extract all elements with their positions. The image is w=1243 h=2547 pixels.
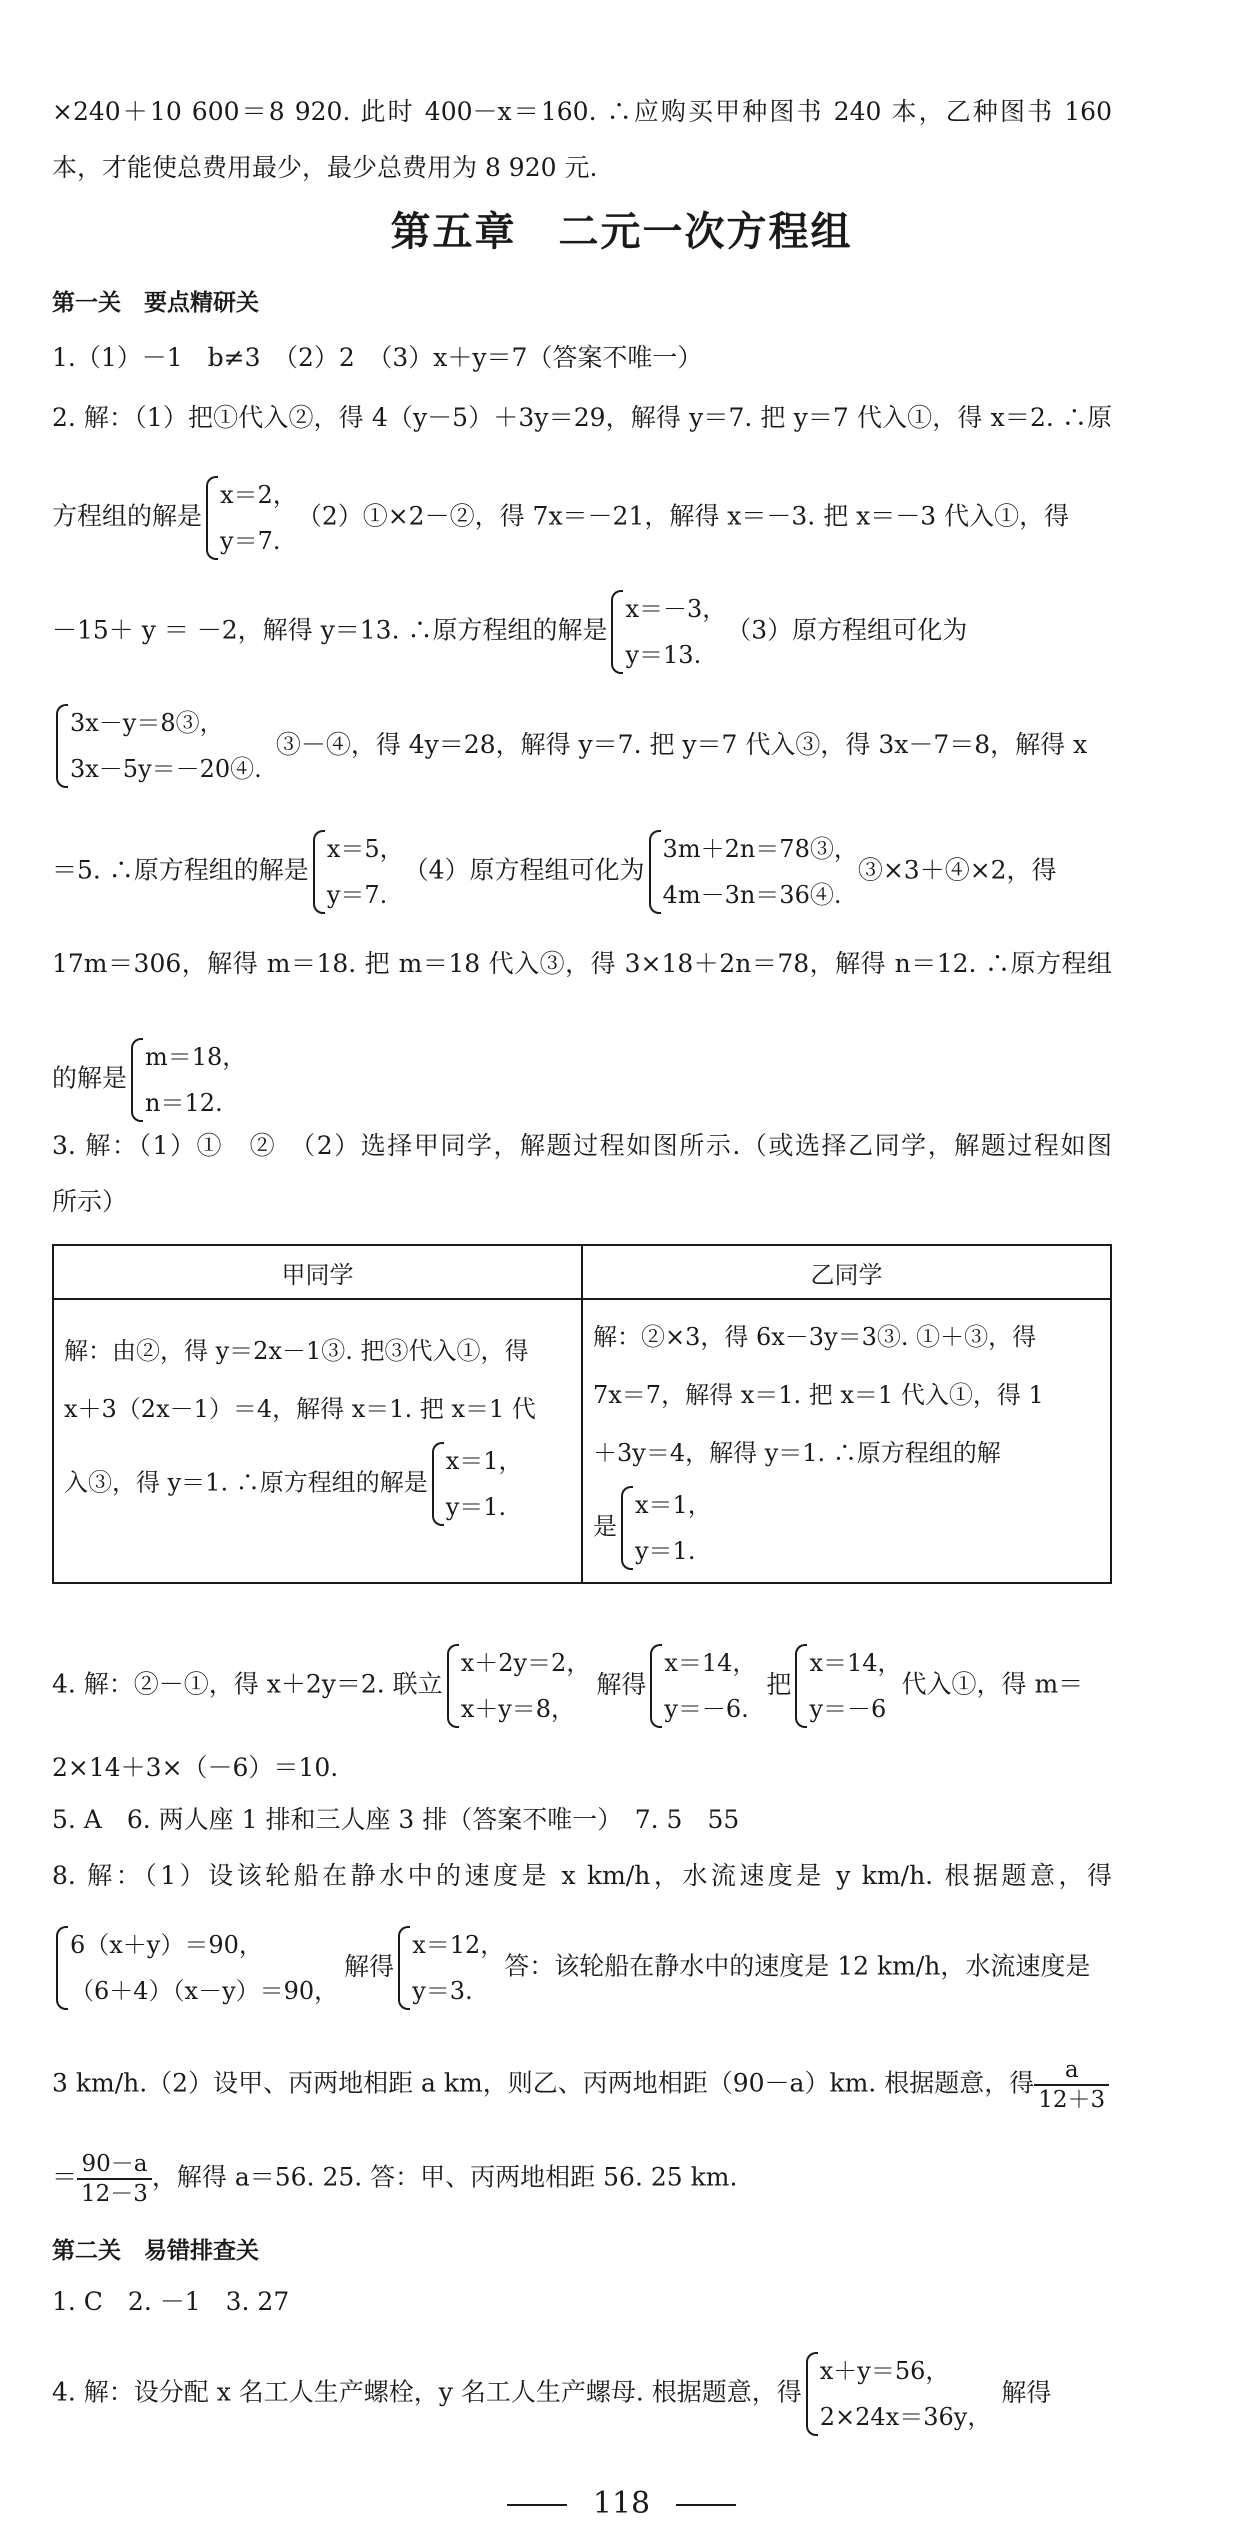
continued-line-1: ×240＋10 600＝8 920. 此时 400－x＝160. ∴应购买甲种图书 240 本，乙种图书 160 bbox=[52, 97, 1112, 126]
equation-system: x＋y＝56， 2×24x＝36y， bbox=[802, 2348, 992, 2440]
section-2-question-4: 4. 解：设分配 x 名工人生产螺栓，y 名工人生产螺母. 根据题意，得 x＋y＝56， 2×24x＝36y， 解得 bbox=[52, 2348, 1112, 2440]
question-2-line-2: 方程组的解是 x＝2， y＝7. （2）①×2－②，得 7x＝－21，解得 x＝－3. 把 x＝－3 代入①，得 bbox=[52, 472, 1112, 564]
page-dash-right bbox=[676, 2504, 736, 2506]
equation-system: 3x－y＝8③， 3x－5y＝－20④. bbox=[52, 700, 262, 792]
page-dash-left bbox=[507, 2504, 567, 2506]
section-2-title: 第二关 易错排查关 bbox=[52, 2238, 259, 2264]
table-cell-a: 解：由②，得 y＝2x－1③. 把③代入①，得 x＋3（2x－1）＝4，解得 x＝1. 把 x＝1 代 入③，得 y＝1. ∴原方程组的解是 x＝1， y＝1. bbox=[53, 1299, 582, 1583]
table-cell-b: 解：②×3，得 6x－3y＝3③. ①＋③，得 7x＝7，解得 x＝1. 把 x＝1 代入①，得 1 ＋3y＝4，解得 y＝1. ∴原方程组的解 是 x＝1， y＝1. bbox=[582, 1299, 1111, 1583]
table-header-b: 乙同学 bbox=[582, 1245, 1111, 1299]
question-8-line-2: 6（x＋y）＝90， （6＋4）（x－y）＝90， 解得 x＝12， y＝3. 答：该轮船在静水中的速度是 12 km/h，水流速度是 bbox=[52, 1922, 1112, 2014]
fraction: $\frac{90-a}{12-3}$ bbox=[77, 2150, 152, 2208]
question-4-line-2: 2×14＋3×（－6）＝10. bbox=[52, 1753, 339, 1782]
equation-system: x＝1， y＝1. bbox=[617, 1482, 712, 1574]
question-2-line-3: －15＋ y ＝ －2，解得 y＝13. ∴原方程组的解是 x＝－3， y＝13. （3）原方程组可化为 bbox=[52, 586, 1112, 678]
question-2-line-7: 的解是 m＝18， n＝12. bbox=[52, 1034, 1112, 1126]
question-8-line-1: 8. 解：（1）设该轮船在静水中的速度是 x km/h，水流速度是 y km/h. 根据题意，得 bbox=[52, 1861, 1112, 1890]
question-3-line-2: 所示） bbox=[52, 1187, 128, 1216]
equation-system: 6（x＋y）＝90， （6＋4）（x－y）＝90， bbox=[52, 1922, 338, 2014]
section-1-title: 第一关 要点精研关 bbox=[52, 290, 259, 316]
equation-system: x＝－3， y＝13. bbox=[607, 586, 726, 678]
equation-system: x＝1， y＝1. bbox=[428, 1438, 523, 1530]
question-4: 4. 解：②－①，得 x＋2y＝2. 联立 x＋2y＝2， x＋y＝8， 解得 x＝14， y＝－6. 把 x＝14， y＝－6 代入①，得 m＝ bbox=[52, 1640, 1112, 1732]
table-header-a: 甲同学 bbox=[53, 1245, 582, 1299]
question-2-line-6: 17m＝306，解得 m＝18. 把 m＝18 代入③，得 3×18＋2n＝78，解得 n＝12. ∴原方程组 bbox=[52, 949, 1112, 978]
question-1: 1.（1）－1 b≠3 （2）2 （3）x＋y＝7（答案不唯一） bbox=[52, 343, 703, 372]
question-8-line-4: ＝ $\frac{90-a}{12-3}$ ，解得 a＝56. 25. 答：甲、丙两地相距 56. 25 km. bbox=[52, 2151, 738, 2207]
equation-system: x＝12， y＝3. bbox=[394, 1922, 504, 2014]
equation-system: x＋2y＝2， x＋y＝8， bbox=[443, 1640, 591, 1732]
question-2-line-4: 3x－y＝8③， 3x－5y＝－20④. ③－④，得 4y＝28，解得 y＝7. 把 y＝7 代入③，得 3x－7＝8，解得 x bbox=[52, 700, 1112, 792]
chapter-title: 第五章 二元一次方程组 bbox=[390, 209, 853, 255]
section-2-questions-1-3: 1. C 2. －1 3. 27 bbox=[52, 2287, 290, 2316]
question-2-line-5: ＝5. ∴原方程组的解是 x＝5， y＝7. （4）原方程组可化为 3m＋2n＝78③， 4m－3n＝36④. ③×3＋④×2，得 bbox=[52, 826, 1112, 918]
equation-system: 3m＋2n＝78③， 4m－3n＝36④. bbox=[645, 826, 858, 918]
questions-5-7: 5. A 6. 两人座 1 排和三人座 3 排（答案不唯一） 7. 5 55 bbox=[52, 1805, 740, 1834]
page-number: 118 bbox=[0, 2486, 1243, 2521]
question-3-line-1: 3. 解：（1）① ② （2）选择甲同学，解题过程如图所示.（或选择乙同学，解题过程如图 bbox=[52, 1131, 1112, 1160]
fraction: $\frac{a}{12+3}$ bbox=[1034, 2056, 1109, 2114]
equation-system: m＝18， n＝12. bbox=[127, 1034, 246, 1126]
solution-table bbox=[52, 1244, 1112, 1584]
equation-system: x＝2， y＝7. bbox=[202, 472, 297, 564]
equation-system: x＝14， y＝－6. bbox=[646, 1640, 756, 1732]
question-2-line-1: 2. 解：（1）把①代入②，得 4（y－5）＋3y＝29，解得 y＝7. 把 y＝7 代入①，得 x＝2. ∴原 bbox=[52, 403, 1112, 432]
equation-system: x＝5， y＝7. bbox=[309, 826, 404, 918]
equation-system: x＝14， y＝－6 bbox=[791, 1640, 901, 1732]
continued-line-2: 本，才能使总费用最少，最少总费用为 8 920 元. bbox=[52, 153, 598, 182]
question-8-line-3: 3 km/h.（2）设甲、丙两地相距 a km，则乙、丙两地相距（90－a）km. 根据题意，得 $\frac{a}{12+3}$ bbox=[52, 2056, 1112, 2114]
